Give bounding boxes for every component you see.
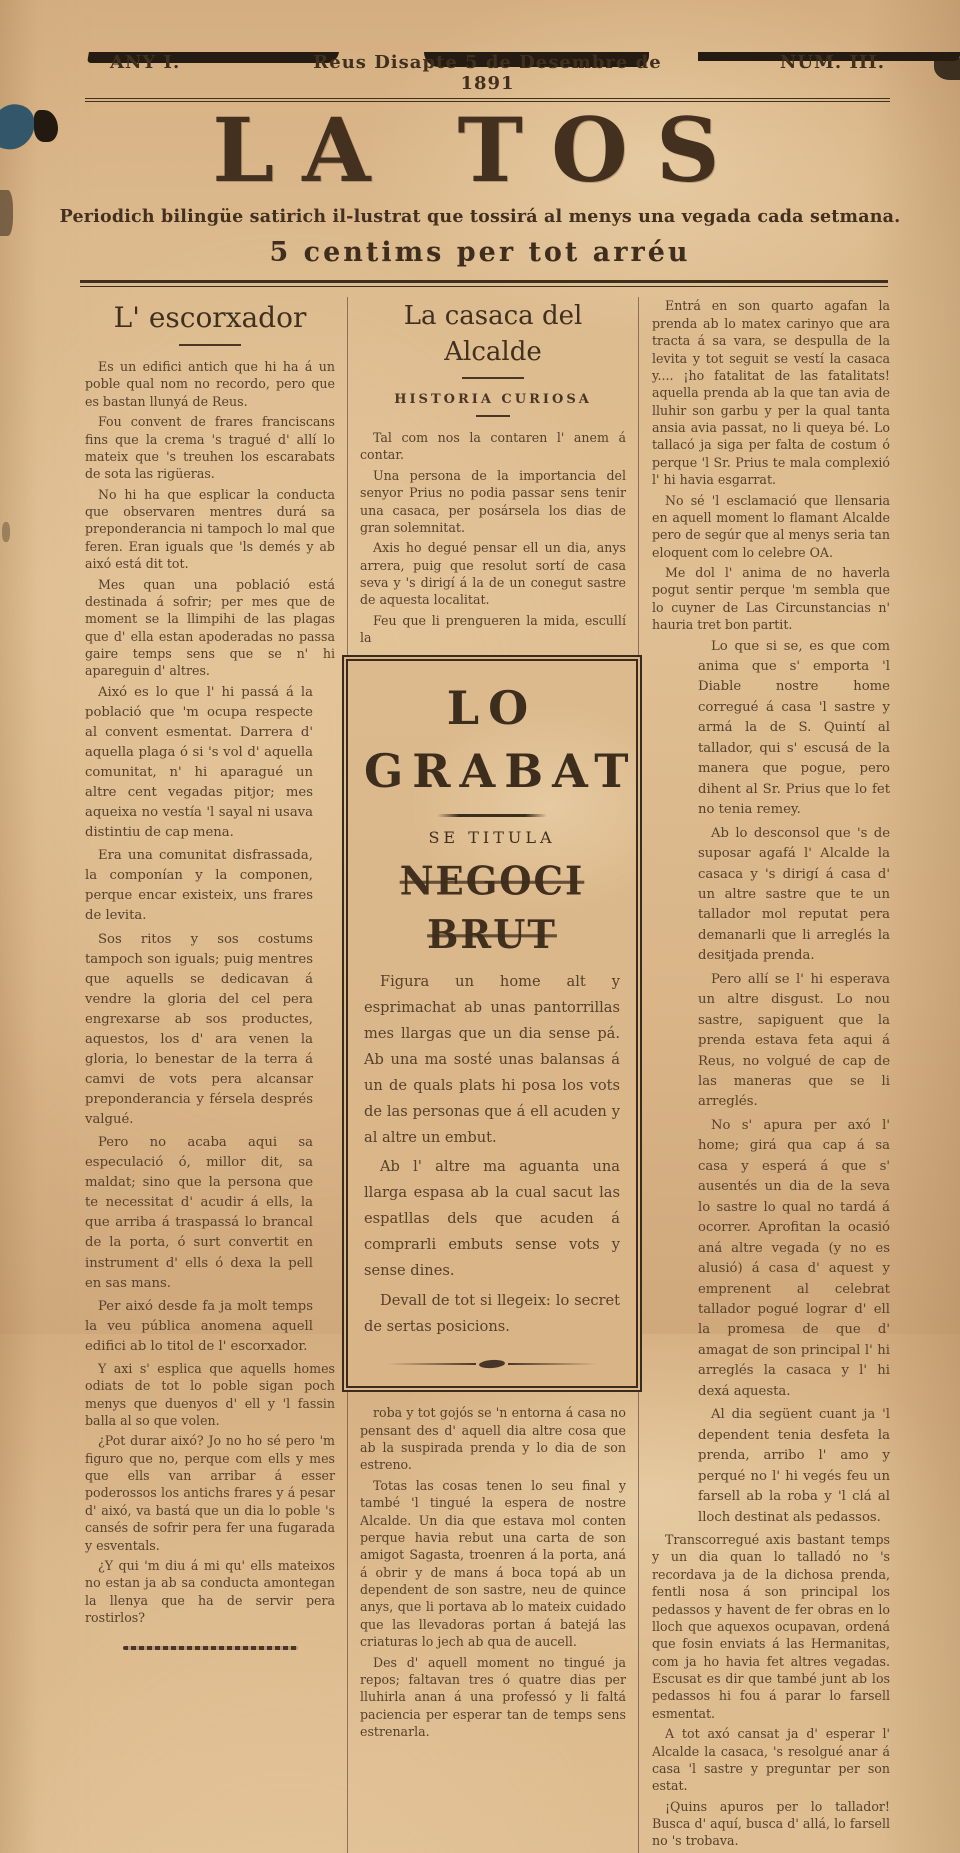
grabat-text <box>364 969 620 1341</box>
paragraph: Ab lo desconsol que 's de suposar agafá l' Alcalde la casaca y 's dirigí á casa d' un altre sastre que te un tallador mol reputat pera demanarli que li arreglés la desitjada prenda. <box>698 825 890 964</box>
paragraph: No s' apura per axó l' home; girá qua cap á sa casa y esperá á que s' ausentés un dia de la seva lo sastre lo qual no tardá á ocorrer. Aprofitan la ocasió aná altre vegada (y no es alusió) á casa d' aquest y emprenent al celebrat tallador pogué lograr d' ell la promesa de que d' amagat de son principal l' hi arreglés la casaca y l' hi dexá aquesta. <box>698 1117 890 1399</box>
paragraph: roba y tot gojós se 'n entorna á casa no pensant des d' aquell dia altre cosa que ab la suspirada prenda y lo dia de son estreno. <box>360 1405 626 1473</box>
paragraph: ¡Quins apuros per lo tallador! Busca d' aquí, busca d' allá, lo farsell no 's trobava. <box>652 1798 890 1849</box>
issue-number: NUM. III. <box>779 52 885 73</box>
paragraph: A tot axó cansat ja d' esperar l' Alcalde la casaca, 's resolgué anar á casa 'l sastre y preguntar per son estat. <box>652 1726 890 1794</box>
paragraph: Fou convent de frares franciscans fins que la crema 's tragué d' allí lo mateix que 's treuhen los escarabats de sota las rigüeras. <box>85 414 335 482</box>
paragraph: Y axi s' esplica que aquells homes odiats de tot lo poble sigan poch menys que duenyos d' ell y 'l fassin balla al so que volen. <box>85 1360 335 1428</box>
title-underline <box>462 377 524 379</box>
dateline: Reus Disapte 5 de Desembre de 1891 <box>313 52 662 94</box>
grabat-headline: NEGOCI BRUT <box>399 857 585 957</box>
paragraph: ¿Y qui 'm diu á mi qu' ells mateixos no estan ja ab sa conducta amontegan la llenya que ha de servir pera rostirlos? <box>85 1557 335 1626</box>
article-title-escorxador: L' escorxador <box>113 301 307 335</box>
edge-mark <box>2 522 10 542</box>
paragraph: Entrá en son quarto agafan la prenda ab lo matex carinyo que ara tracta á sa vara, se despulla de la levita y tot seguit se vestí la casaca y.... ¡ho fatalitat de las fatalitats! aquella prenda ab la que tan avia de lluhir son garbu y per la qual tanta ansia avia passat, no li queya bé. Lo tallacó ja siga per falta de costum ó perque 'l Sr. Prius te mala complexió l' hi havia esgarrat. <box>652 298 890 488</box>
paragraph: Una persona de la importancia del senyor Prius no podia passar sens tenir una casaca, per posársela los dias de gran solemnitat. <box>360 467 626 535</box>
article-subtitle: HISTORIA CURIOSA <box>394 392 592 408</box>
subtitle-underline <box>476 415 510 417</box>
newspaper-header <box>85 52 890 102</box>
paragraph: Per aixó desde fa ja molt temps la veu pública anomena aquell edifici ab lo titol de l' escorxador. <box>85 1298 313 1354</box>
header-separator-rule <box>80 280 888 287</box>
paragraph: Tal com nos la contaren l' anem á contar. <box>360 430 626 463</box>
paragraph: Al dia següent cuant ja 'l dependent tenia desfeta la prenda, arribo l' amo y perqué no l' hi vegés feu un farsell ab la roba y 'l clá al lloch destinat als pedassos. <box>698 1407 890 1525</box>
paragraph: Des d' aquell moment no tingué ja repos; faltavan tres ó quatre dias per lluhirla anan á una professó y li faltá paciencia per esperar tan de temps sens estrenarla. <box>360 1654 626 1739</box>
column-casaca-continuation <box>639 297 890 1852</box>
year-label: ANY I. <box>110 52 181 73</box>
ornament-divider <box>387 1360 597 1368</box>
paragraph: Pero allí se l' hi esperava un altre disgust. Lo nou sastre, sapiguent que la prenda estava feta aqui á Reus, no volgué de cap de las maneras que se li arreglés. <box>698 971 890 1110</box>
paragraph: Transcorregué axis bastant temps y un dia quan lo talladó no 's recordava ja de la dichosa prenda, fentli nosa á son principal los pedassos y havent de fer obras en lo lloch que aquexos ocupavan, ordená que fosin enviats á las Hermanitas, com ja ho havia fet altres vegadas. Escusat es dir que també junt ab los pedassos hi fou á parar lo farsell esmentat. <box>652 1532 890 1721</box>
newspaper-title: LA TOS <box>212 98 748 202</box>
grabat-divider <box>437 814 547 817</box>
paragraph: Mes quan una població está destinada á sofrir; per mes que de moment se la llimpihi de las plagas que d' ella estan apoderadas no passa gaire temps sens que se n' hi apareguin d' altres. <box>85 576 335 679</box>
paragraph: Pero no acaba aqui sa especulació ó, millor dit, sa maldat; sino que la persona que te necessitat d' acudir á ells, la que arriba á traspassá lo brancal de la porta, ó surt convertit en instrument d' ells ó dexa la pell en sas mans. <box>85 1135 313 1291</box>
article-columns <box>85 297 890 1852</box>
paragraph: Feu que li prengueren la mida, escullí la <box>360 612 626 646</box>
paragraph: No hi ha que esplicar la conducta que observaren mentres durá sa preponderancia ni tampoch lo mal que feren. Eran iguals que 'ls demés y ab aixó está dit tot. <box>85 486 335 572</box>
column-escorxador <box>85 297 347 1852</box>
paragraph: Axis ho degué pensar ell un dia, anys arrera, puig que resolut sortí de casa seva y 's dirigí á la de un conegut sastre de aquesta localitat. <box>360 540 626 608</box>
paragraph: Sos ritos y sos costums tampoch son iguals; puig mentres que aquells se dedicavan á vendre la gloria del cel pera engrexarse ab sos productes, aquestos, los d' ara venen la gloria, lo benestar de la terra á camvi de vots pera alcansar preponderancia y férsela després valgué. <box>85 931 313 1128</box>
paragraph: Figura un home alt y esprimachat ab unas pantorrillas mes llargas que un dia sense pá. Ab una ma sosté unas balansas á un de quals plats hi posa los vots de las personas que á ell acuden y al altre un embut. <box>364 972 620 1146</box>
article-title-casaca: La casaca del Alcalde <box>403 301 583 368</box>
grabat-title: LO GRABAT <box>364 680 638 799</box>
paragraph: Es un edifici antich que hi ha á un poble qual nom no recordo, pero que es bastan llunyá de Reus. <box>85 359 335 409</box>
price-line: 5 centims per tot arréu <box>269 237 691 269</box>
paragraph: Aixó es lo que l' hi passá á la població que 'm ocupa respecte al convent esmentat. Darrera d' aquella plaga ó si 's vol d' aquella comunitat, n' hi aparagué un altre cent vegadas pitjor; mes aqueixa no vestía 'l sayal ni usava distintiu de cap mena. <box>85 684 313 841</box>
squiggle-divider <box>123 1646 298 1650</box>
paragraph: Ab l' altre ma aguanta una llarga espasa ab la cual sacut las espatllas dels que acuden á comprarli embuts sense vots y sense dines. <box>364 1158 620 1280</box>
paragraph: ¿Pot durar aixó? Jo no ho sé pero 'm figuro que no, perque com ells y mes que ells van arribar á esser poderossos los antichs frares y á pesar d' aixó, va bastá que un dia lo poble 's cansés de sofrir pera fer una fugarada y esventals. <box>85 1433 335 1553</box>
title-underline <box>179 344 241 346</box>
grabat-subtitle: SE TITULA <box>428 827 556 847</box>
paragraph: No sé 'l esclamació que llensaria en aquell moment lo flamant Alcalde pero de segúr que al menys seria tan eloquent com lo celebre OA. <box>652 492 890 560</box>
newspaper-subtitle: Periodich bilingüe satirich il-lustrat que tossirá al menys una vegada cada setmana. <box>59 206 901 228</box>
grabat-announcement-box <box>342 655 642 1393</box>
torn-edge-mark <box>934 58 960 80</box>
paragraph: Era una comunitat disfrassada, la componían y la componen, perque encar existeix, uns frares de levita. <box>85 848 313 924</box>
paragraph: Me dol l' anima de no haverla pogut sentir perque 'm sembla que lo cuyner de Las Circunstancias n' hauria tret bon partit. <box>652 565 890 633</box>
column-casaca <box>347 297 639 1852</box>
paragraph: Lo que si se, es que com anima que s' emporta 'l Diable nostre home corregué á casa 'l sastre y armá la de S. Quintí al tallador, qui s' escusá de la manera que pogue, pero dihent al Sr. Prius que lo fet no tenia remey. <box>698 638 890 818</box>
paragraph: Devall de tot si llegeix: lo secret de sertas posicions. <box>364 1292 620 1336</box>
paragraph: Totas las cosas tenen lo seu final y també 'l tingué la espera de nostre Alcalde. Un dia que estava mol conten perque havia rebut una carta de son amigot Sagasta, troenren á la porta, aná á obrir y de mans á boca topá ab un dependent de son sastre, neu de quince anys, que li portava ab lo mateix cuidado que las llevadoras portan á batejá las criaturas lo jech ab qua de aucell. <box>360 1477 626 1650</box>
edge-mark <box>0 190 13 236</box>
